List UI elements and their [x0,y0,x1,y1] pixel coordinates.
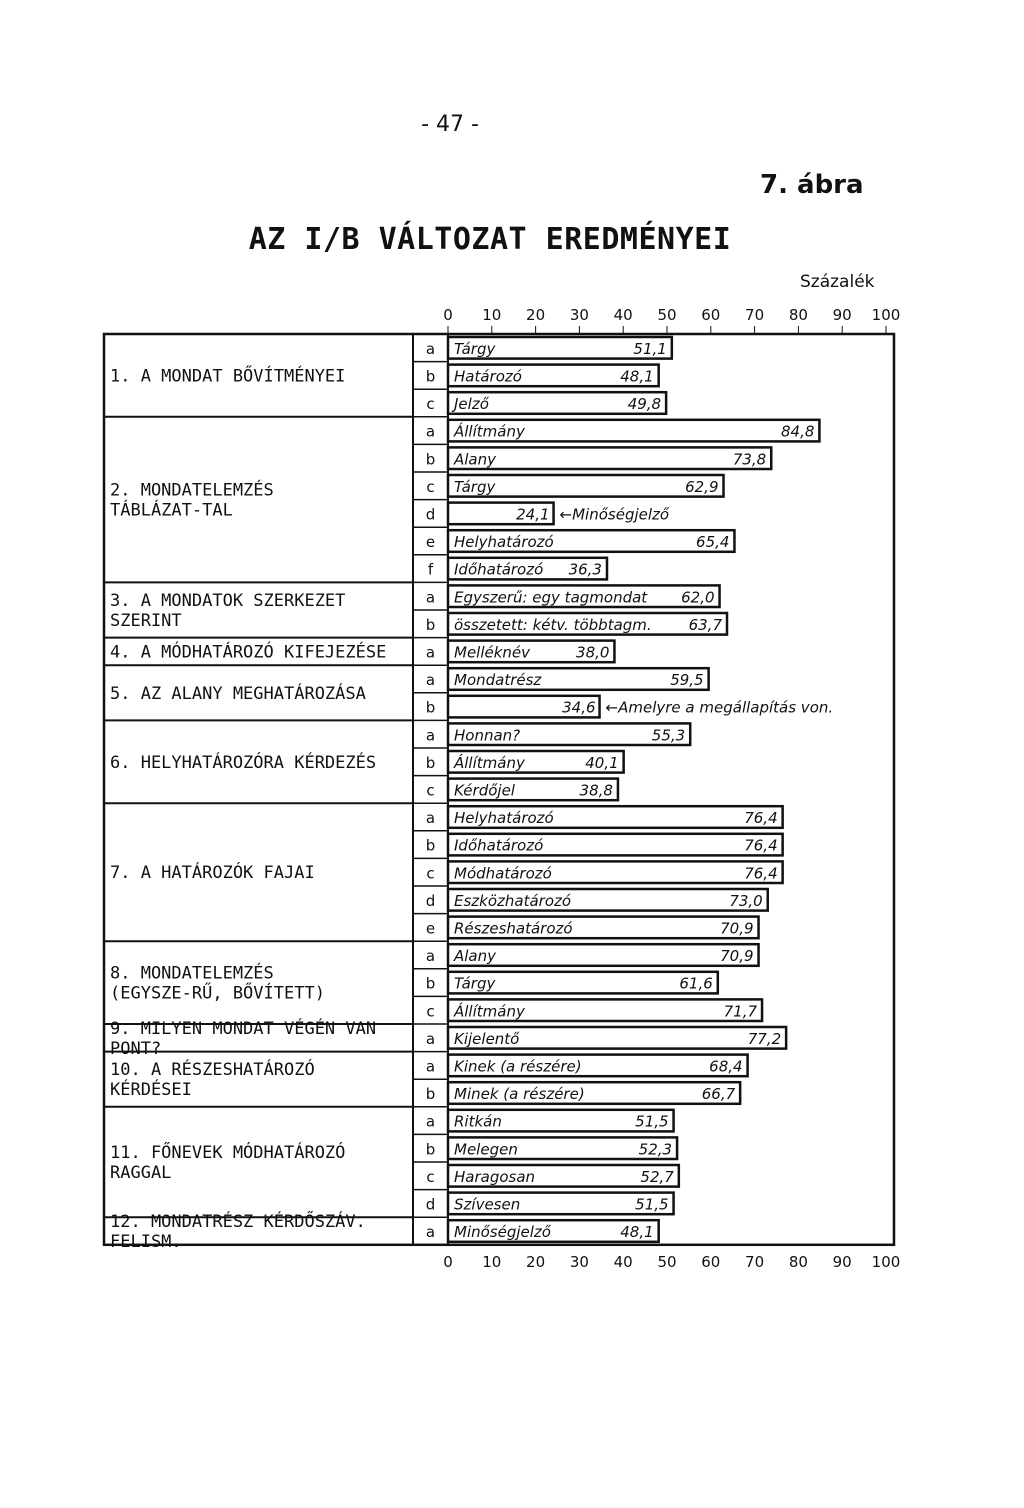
bar-value-label: 49,8 [627,395,662,414]
x-tick-label-bottom: 70 [745,1252,765,1271]
bar-value-label: 59,5 [670,671,704,690]
bar-value-label: 70,9 [720,919,754,938]
bar-category-label: Részeshatározó [454,919,573,938]
row-letter: c [426,395,435,414]
bar-category-label: Haragosan [454,1167,536,1186]
row-letter: b [425,367,436,386]
bar-category-label: Helyhatározó [454,533,554,552]
bar-value-label: 38,8 [579,781,613,800]
section-label-line: SZERINT [110,611,182,631]
x-tick-label-top: 90 [832,306,852,324]
row-letter: a [425,339,436,358]
bar-value-label: 68,4 [709,1057,743,1076]
bar-value-label: 55,3 [651,726,686,745]
bar-value-label: 52,3 [638,1140,673,1159]
x-tick-label-top: 70 [745,306,765,324]
row-letter: b [425,753,436,772]
bar-value-label: 65,4 [696,533,730,552]
section-label-line: FELISM. [110,1232,182,1252]
row-letter: c [426,1167,435,1186]
bar-value-label: 62,0 [681,588,715,607]
row-letter: a [425,726,436,745]
section-label-line: 11. FŐNEVEK MÓDHATÁROZÓ [110,1143,346,1163]
bar-value-label: 73,8 [732,450,767,469]
row-letter: e [425,533,436,552]
bar-category-label: Állítmány [454,422,525,441]
bar-category-label: Jelző [454,395,489,414]
row-letter: b [425,836,436,855]
bar-value-label: 36,3 [568,560,602,579]
bar-value-label: 62,9 [685,477,719,496]
section-label [110,364,345,386]
section-label [110,962,325,1004]
bar-value-label: 63,7 [688,615,723,634]
section-label [110,640,386,662]
bar-category-label: Kijelentő [454,1029,520,1048]
row-letter: b [425,698,436,717]
bar-value-label: 51,5 [635,1112,669,1131]
row-letter: c [426,477,435,496]
row-letter: c [426,864,435,883]
x-tick-label-bottom: 30 [569,1252,589,1271]
chart-title: AZ I/B VÁLTOZAT EREDMÉNYEI [248,222,732,257]
section-label-line: (EGYSZE-RŰ, BŐVÍTETT) [110,983,325,1004]
bar-value-label: 70,9 [720,947,754,966]
row-letter: a [425,643,436,662]
section-label [110,861,315,883]
bar-value-label: 71,7 [723,1002,758,1021]
x-tick-label-top: 40 [613,306,633,324]
bar-category-label: Időhatározó [454,836,544,855]
bar-category-label: Határozó [454,367,522,386]
bar-category-label: Melegen [454,1140,518,1159]
row-letter: b [425,1085,436,1104]
row-letter: f [427,560,434,579]
bar-value-label: 76,4 [744,836,778,855]
section-label-line: 7. A HATÁROZÓK FAJAI [110,863,315,884]
bar-value-label: 77,2 [747,1029,782,1048]
bar-category-label: Tárgy [454,974,496,993]
row-letter: b [425,615,436,634]
bar [448,447,771,469]
bar-value-label: 61,6 [679,974,713,993]
row-letter: d [425,505,436,524]
x-tick-label-top: 100 [871,306,901,324]
bar-value-label: 34,6 [562,698,596,717]
row-letter: b [425,974,436,993]
bar-category-label: Tárgy [454,339,496,358]
bar-category-label: Szívesen [454,1195,521,1214]
x-tick-label-bottom: 40 [613,1252,633,1271]
bar-category-label: Helyhatározó [454,809,554,828]
x-tick-label-top: 80 [788,306,808,324]
section-label [110,1058,315,1100]
bar-category-label: Minőségjelző [454,1223,551,1242]
x-tick-label-top: 50 [657,306,677,324]
bar-value-label: 76,4 [744,809,778,828]
x-tick-label-bottom: 10 [482,1252,502,1271]
bar-category-label: Módhatározó [454,864,552,883]
x-tick-label-top: 20 [526,306,546,324]
section-label-line: 5. AZ ALANY MEGHATÁROZÁSA [110,683,366,704]
row-letter: a [425,671,436,690]
section-label-line: 1. A MONDAT BŐVÍTMÉNYEI [110,366,346,387]
section-label [110,751,376,773]
bar-category-label: Ritkán [454,1112,502,1131]
row-letter: d [425,1195,436,1214]
section-label-line: 9. MILYEN MONDAT VÉGÉN VAN [110,1018,377,1039]
x-tick-label-bottom: 50 [657,1252,677,1271]
x-tick-label-bottom: 80 [788,1252,808,1271]
bar-category-label: Alany [454,450,497,469]
row-letter: e [425,919,436,938]
bar-value-label: 38,0 [576,643,610,662]
bar-value-label: 48,1 [620,367,654,386]
x-tick-label-bottom: 100 [871,1252,901,1271]
bar-category-label: összetett: kétv. többtagm. [454,615,652,634]
x-tick-label-bottom: 0 [443,1252,453,1271]
section-label-line: RAGGAL [110,1163,172,1183]
bar-value-label: 84,8 [781,422,815,441]
bar-category-label: Állítmány [454,753,525,772]
bar-callout-label: ←Minőségjelző [559,505,670,524]
x-tick-label-bottom: 60 [701,1252,721,1271]
row-letter: a [425,1057,436,1076]
section-label-line: PONT? [110,1038,162,1059]
section-label-line: TÁBLÁZAT-TAL [110,500,233,521]
section-label [110,1141,345,1183]
row-letter: a [425,1112,436,1131]
bar-category-label: Kinek (a részére) [454,1057,582,1076]
bar-category-label: Eszközhatározó [454,891,572,910]
row-letter: a [425,588,436,607]
bar-callout-label: ←Amelyre a megállapítás von. [605,698,834,717]
bar-category-label: Tárgy [454,477,496,496]
bar-category-label: Alany [454,947,497,966]
row-letter: a [425,947,436,966]
bar-value-label: 76,4 [744,864,778,883]
section-label [110,591,345,631]
bar-category-label: Állítmány [454,1002,525,1021]
section-label-line: 10. A RÉSZESHATÁROZÓ [110,1060,315,1081]
bar-category-label: Időhatározó [454,560,544,579]
section-label [110,479,274,521]
x-tick-label-top: 30 [569,306,589,324]
bar-value-label: 52,7 [640,1167,674,1186]
bar-value-label: 40,1 [585,753,619,772]
bar-value-label: 51,1 [633,339,667,358]
bar-value-label: 24,1 [516,505,550,524]
bar-value-label: 73,0 [729,891,763,910]
figure-label: 7. ábra [760,170,864,200]
unit-label: Százalék [800,272,875,292]
bar-category-label: Minek (a részére) [454,1085,585,1104]
x-tick-label-bottom: 90 [832,1252,852,1271]
row-letter: a [425,1029,436,1048]
bar-value-label: 48,1 [620,1223,654,1242]
x-tick-label-top: 10 [482,306,502,324]
section-label [110,682,366,704]
x-tick-label-top: 0 [443,306,453,324]
page-number: - 47 - [421,112,479,137]
x-tick-label-top: 60 [701,306,721,324]
section-label-line: 4. A MÓDHATÁROZÓ KIFEJEZÉSE [110,642,387,663]
bar-category-label: Honnan? [454,726,521,745]
row-letter: a [425,422,436,441]
row-letter: d [425,891,436,910]
bar-value-label: 51,5 [635,1195,669,1214]
bar-value-label: 66,7 [701,1085,736,1104]
section-label-line: 12. MONDATRÉSZ KÉRDŐSZÁV. [110,1212,366,1232]
row-letter: b [425,450,436,469]
section-label-line: 2. MONDATELEMZÉS [110,480,274,501]
row-letter: a [425,809,436,828]
section-label-line: 8. MONDATELEMZÉS [110,963,274,984]
section-label-line: KÉRDÉSEI [110,1080,192,1101]
row-letter: a [425,1223,436,1242]
section-label-line: 6. HELYHATÁROZÓRA KÉRDEZÉS [110,752,377,773]
bar-category-label: Mondatrész [454,671,542,690]
x-tick-label-bottom: 20 [526,1252,546,1271]
row-letter: c [426,781,435,800]
section-label-line: 3. A MONDATOK SZERKEZET [110,591,346,611]
bar-category-label: Kérdőjel [454,781,515,800]
row-letter: b [425,1140,436,1159]
bar-category-label: Melléknév [454,643,531,662]
bar-category-label: Egyszerű: egy tagmondat [454,588,648,607]
row-letter: c [426,1002,435,1021]
